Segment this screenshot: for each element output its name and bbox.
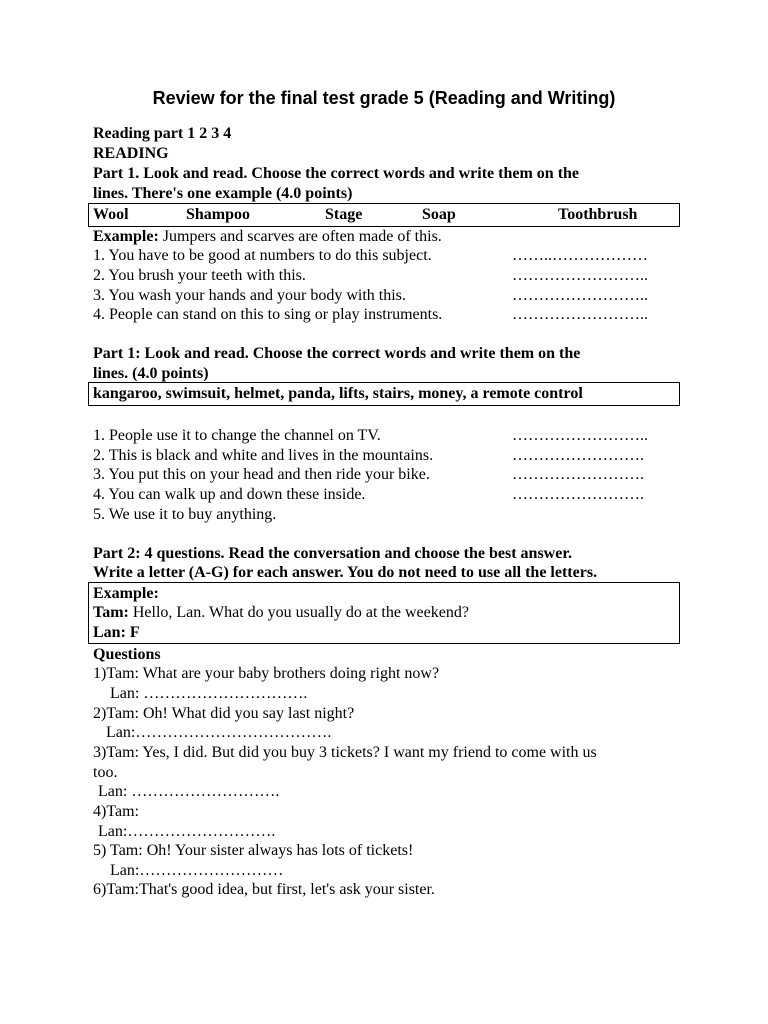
word-bank-item: Toothbrush <box>558 206 638 223</box>
questions-heading: Questions <box>93 646 161 663</box>
question-line: 6)Tam:That's good idea, but first, let's ask your sister. <box>93 881 435 898</box>
speaker-label: Lan: <box>93 624 126 641</box>
answer-blank[interactable]: ……………………. <box>512 466 644 483</box>
word-bank-box <box>88 382 680 406</box>
question-line: too. <box>93 764 118 781</box>
answer-blank[interactable]: …………………….. <box>512 267 648 284</box>
part1b-item: 1. People use it to change the channel on TV. <box>93 427 381 444</box>
word-bank-item: Stage <box>325 206 363 223</box>
question-line: 1)Tam: What are your baby brothers doing right now? <box>93 665 440 682</box>
part1a-item: 3. You wash your hands and your body with this. <box>93 287 406 304</box>
part1a-example <box>93 227 442 247</box>
example-label: Example: <box>93 228 159 245</box>
answer-line[interactable]: Lan: …………………………. <box>110 685 308 702</box>
word-bank-item: Soap <box>422 206 456 223</box>
answer-line[interactable]: Lan: ………………………. <box>98 783 280 800</box>
part1a-item: 2. You brush your teeth with this. <box>93 267 306 284</box>
part1b-item: 4. You can walk up and down these inside. <box>93 486 366 503</box>
word-bank-item: Wool <box>93 206 129 223</box>
reading-heading: READING <box>93 145 169 162</box>
word-bank-box <box>88 203 680 227</box>
part1b-instructions-line2: lines. (4.0 points) <box>93 365 209 382</box>
answer-line[interactable]: Lan:………………………………. <box>106 724 332 741</box>
answer-blank[interactable]: …………………….. <box>512 287 648 304</box>
speaker-label: Tam: <box>93 604 129 621</box>
answer-blank[interactable]: ……………………. <box>512 447 644 464</box>
part1b-item: 5. We use it to buy anything. <box>93 506 277 523</box>
example-text: Jumpers and scarves are often made of this. <box>158 228 442 245</box>
answer-line[interactable]: Lan:………………………. <box>98 823 276 840</box>
part1a-instructions-line1: Part 1. Look and read. Choose the correct words and write them on the <box>93 165 580 182</box>
answer-line[interactable]: Lan:……………………… <box>110 862 284 879</box>
part1b-item: 3. You put this on your head and then ride your bike. <box>93 466 430 483</box>
answer-blank[interactable]: ……………………. <box>512 486 644 503</box>
answer-blank[interactable]: ……..……………… <box>512 247 648 264</box>
answer-blank[interactable]: …………………….. <box>512 306 648 323</box>
question-line: 2)Tam: Oh! What did you say last night? <box>93 705 355 722</box>
example-label: Example: <box>93 585 159 602</box>
part1a-item: 1. You have to be good at numbers to do this subject. <box>93 247 432 264</box>
part2-instructions-line2: Write a letter (A-G) for each answer. You do not need to use all the letters. <box>93 564 598 581</box>
example-box <box>88 582 680 644</box>
part1b-item: 2. This is black and white and lives in the mountains. <box>93 447 434 464</box>
answer-blank[interactable]: …………………….. <box>512 427 648 444</box>
part2-instructions-line1: Part 2: 4 questions. Read the conversation and choose the best answer. <box>93 545 572 562</box>
example-tam-line <box>93 603 469 623</box>
example-lan-line <box>93 623 140 643</box>
part1a-instructions-line2: lines. There's one example (4.0 points) <box>93 185 353 202</box>
word-bank-item: Shampoo <box>186 206 251 223</box>
example-lan-answer: F <box>125 624 140 641</box>
word-bank-text: kangaroo, swimsuit, helmet, panda, lifts, stairs, money, a remote control <box>93 385 583 402</box>
part1a-item: 4. People can stand on this to sing or play instruments. <box>93 306 443 323</box>
part1b-instructions-line1: Part 1: Look and read. Choose the correct words and write them on the <box>93 345 581 362</box>
question-line: 5) Tam: Oh! Your sister always has lots of tickets! <box>93 842 414 859</box>
page-title: Review for the final test grade 5 (Reading and Writing) <box>152 88 616 108</box>
question-line: 4)Tam: <box>93 803 139 820</box>
reading-parts-label: Reading part 1 2 3 4 <box>93 125 232 142</box>
example-tam-text: Hello, Lan. What do you usually do at the weekend? <box>128 604 469 621</box>
question-line: 3)Tam: Yes, I did. But did you buy 3 tickets? I want my friend to come with us <box>93 744 597 761</box>
